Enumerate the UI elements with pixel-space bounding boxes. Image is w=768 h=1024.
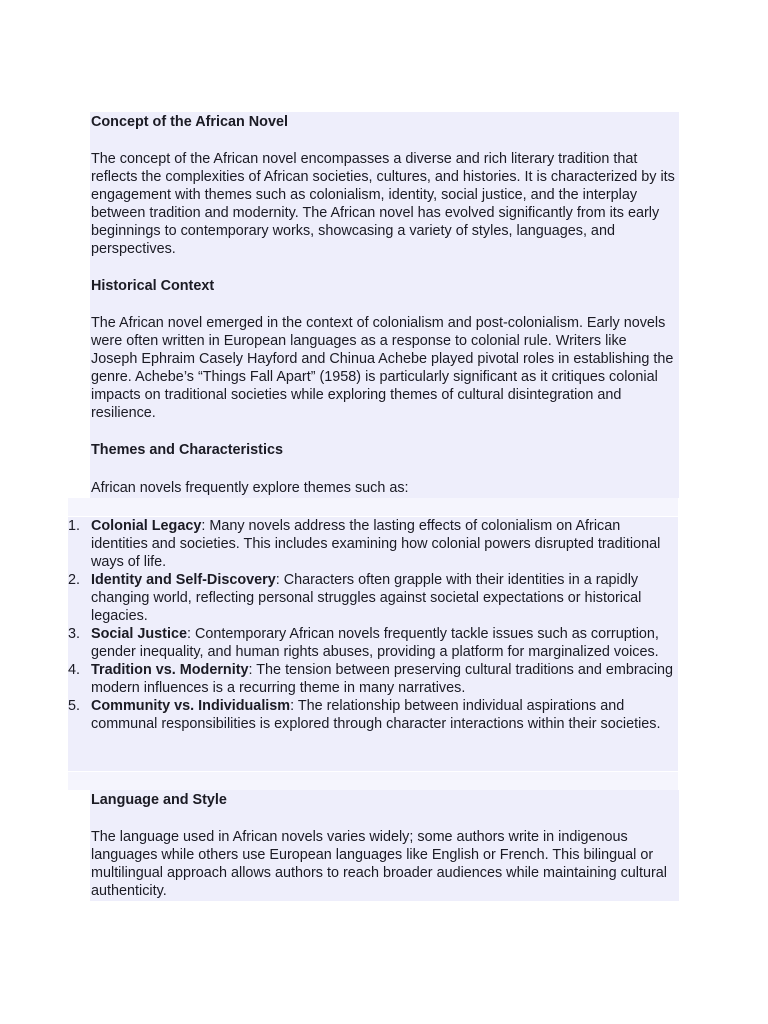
list-item-number: 1.	[68, 518, 81, 534]
list-item-number: 4.	[68, 662, 81, 678]
themes-list	[68, 517, 678, 733]
section-heading-themes: Themes and Characteristics	[91, 442, 283, 458]
list-item	[68, 625, 678, 661]
list-item-term: Colonial Legacy	[91, 518, 202, 534]
list-item-text: : Characters often grapple with their identities in a rapidly changing world, reflecting personal struggles against societal expectations or historical legacies.	[91, 572, 642, 624]
list-item-term: Community vs. Individualism	[91, 698, 291, 714]
section-paragraph-language-style: The language used in African novels varies widely; some authors write in indigenous languages while others use European languages like English or French. This bilingual or multilingual approach allows authors to reach broader audiences while maintaining cultural authenticity.	[91, 829, 667, 899]
highlight-block-gap-1	[68, 498, 678, 516]
highlight-block-gap-2	[68, 772, 678, 790]
list-item-text: : Contemporary African novels frequently tackle issues such as corruption, gender inequality, and human rights abuses, providing a platform for marginalized voices.	[91, 626, 659, 660]
section-heading-language-style: Language and Style	[91, 792, 227, 808]
list-item-text: : The relationship between individual aspirations and communal responsibilities is explored through character interactions within their societies.	[91, 698, 661, 732]
list-item	[68, 517, 678, 571]
list-item-number: 3.	[68, 626, 81, 642]
list-item	[68, 697, 678, 733]
list-item-text: : The tension between preserving cultural traditions and embracing modern influences is a recurring theme in many narratives.	[91, 662, 674, 696]
list-item	[68, 661, 678, 697]
list-item-text: : Many novels address the lasting effects of colonialism on African identities and societies. This includes examining how colonial powers disrupted traditional ways of life.	[91, 518, 661, 570]
list-item-term: Identity and Self-Discovery	[91, 572, 276, 588]
section-heading-concept: Concept of the African Novel	[91, 114, 288, 130]
list-item-term: Social Justice	[91, 626, 187, 642]
section-paragraph-historical-context: The African novel emerged in the context of colonialism and post-colonialism. Early novels were often written in European languages as a response to colonial rule. Writers like Joseph Ephraim Casely Hayford and Chinua Achebe played pivotal roles in establishing the genre. Achebe’s “Things Fall Apart” (1958) is particularly significant as it critiques colonial impacts on traditional societies while exploring themes of cultural disintegration and resilience.	[91, 315, 674, 421]
section-paragraph-concept: The concept of the African novel encompasses a diverse and rich literary tradition that reflects the complexities of African societies, cultures, and histories. It is characterized by its engagement with themes such as colonialism, identity, social justice, and the interplay between tradition and modernity. The African novel has evolved significantly from its early beginnings to contemporary works, showcasing a variety of styles, languages, and perspectives.	[91, 151, 675, 257]
list-item	[68, 571, 678, 625]
list-item-number: 5.	[68, 698, 81, 714]
list-item-term: Tradition vs. Modernity	[91, 662, 249, 678]
section-paragraph-themes-intro: African novels frequently explore themes such as:	[91, 480, 409, 496]
section-heading-historical-context: Historical Context	[91, 278, 215, 294]
list-item-number: 2.	[68, 572, 81, 588]
